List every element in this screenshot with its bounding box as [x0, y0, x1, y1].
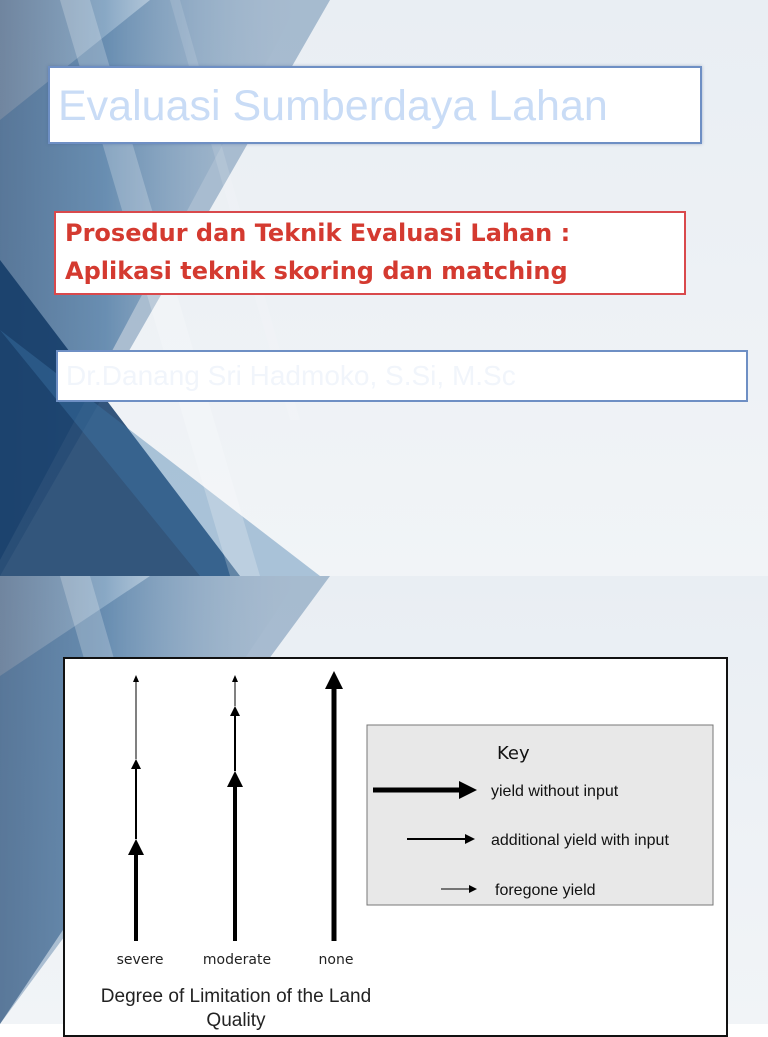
author-name: Dr.Danang Sri Hadmoko, S.Si, M.Sc: [66, 360, 516, 391]
moderate-medium-arrowhead: [230, 706, 240, 716]
column-label-moderate: moderate: [202, 952, 272, 968]
key-title: Key: [497, 743, 530, 764]
yield-diagram-svg: [65, 659, 728, 1037]
diagram-caption: Degree of Limitation of the Land Quality: [100, 986, 372, 1031]
severe-thick-arrowhead: [128, 839, 144, 855]
key-label-foregone-yield: foregone yield: [495, 882, 596, 899]
slide-title: Evaluasi Sumberdaya Lahan: [58, 82, 608, 130]
moderate-thin-arrowhead: [232, 675, 238, 682]
key-label-additional-yield: additional yield with input: [491, 832, 669, 849]
column-label-none: none: [318, 952, 354, 968]
key-box: [367, 725, 713, 905]
yield-diagram: [63, 657, 728, 1037]
subtitle-line-1: Prosedur dan Teknik Evaluasi Lahan :: [65, 219, 571, 247]
key-label-yield-without-input: yield without input: [491, 783, 619, 800]
severe-thin-arrowhead: [133, 675, 139, 682]
subtitle-box: [54, 211, 686, 295]
title-box: [48, 66, 702, 144]
column-label-severe: severe: [116, 952, 164, 968]
author-box: [56, 350, 748, 402]
severe-medium-arrowhead: [131, 759, 141, 769]
subtitle-line-2: Aplikasi teknik skoring dan matching: [65, 257, 568, 285]
moderate-thick-arrowhead: [227, 771, 243, 787]
none-thick-arrowhead: [325, 671, 343, 689]
